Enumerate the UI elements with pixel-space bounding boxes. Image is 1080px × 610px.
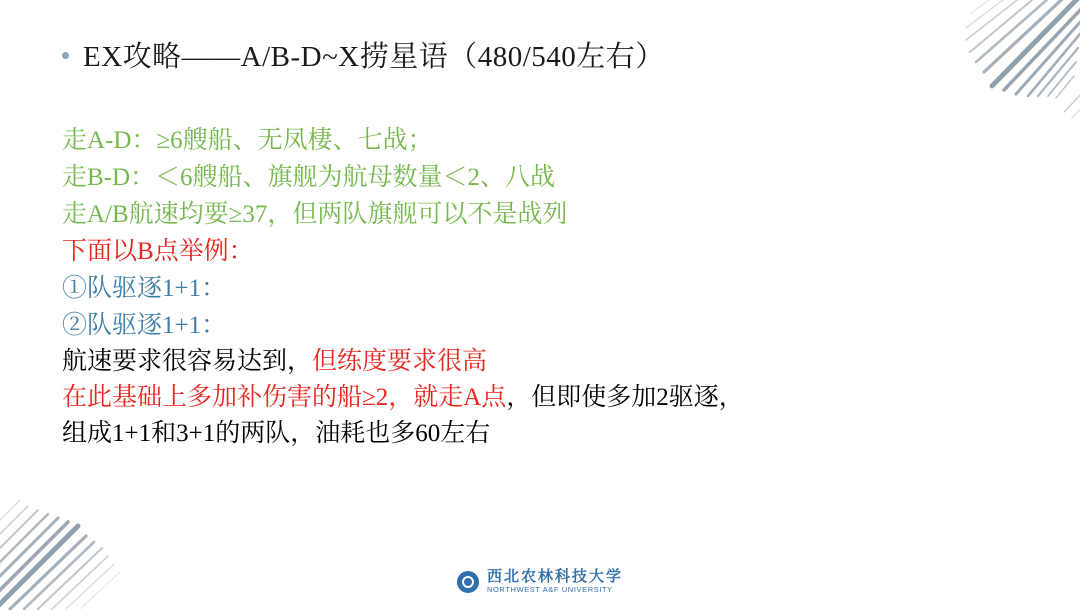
body-line-segment: 航速要求很容易达到， bbox=[62, 348, 313, 375]
body-line-segment: ，但即使多加2驱逐， bbox=[506, 384, 744, 411]
body-line-segment: 在此基础上多加补伤害的船≥2，就走A点 bbox=[62, 384, 507, 411]
body-line: ②队驱逐1+1： bbox=[62, 312, 227, 339]
footer-logo-name-cn: 西北农林科技大学 bbox=[486, 569, 623, 586]
page-title-text: EX攻略——A/B-D~X捞星语（480/540左右） bbox=[83, 41, 665, 73]
slide-body bbox=[62, 122, 1022, 452]
university-seal-icon bbox=[457, 571, 479, 593]
footer-logo-texts bbox=[487, 570, 623, 594]
body-line: ①队驱逐1+1： bbox=[62, 275, 227, 302]
body-line bbox=[62, 380, 1022, 416]
body-line: 走A-D：≥6艘船、无凤棲、七战； bbox=[62, 127, 433, 154]
footer-logo-name-en: NORTHWEST A&F UNIVERSITY bbox=[486, 585, 613, 595]
bullet-dot-icon bbox=[62, 52, 69, 59]
footer-logo bbox=[0, 570, 1080, 594]
body-line: 组成1+1和3+1的两队，油耗也多60左右 bbox=[62, 420, 491, 447]
page-title bbox=[62, 34, 665, 75]
body-line-segment: 但练度要求很高 bbox=[312, 348, 488, 375]
body-line bbox=[62, 344, 1022, 380]
body-line: 走A/B航速均要≥37，但两队旗舰可以不是战列 bbox=[62, 201, 568, 228]
body-line: 下面以B点举例： bbox=[62, 238, 254, 265]
body-line: 走B-D：＜6艘船、旗舰为航母数量＜2、八战 bbox=[62, 164, 556, 191]
